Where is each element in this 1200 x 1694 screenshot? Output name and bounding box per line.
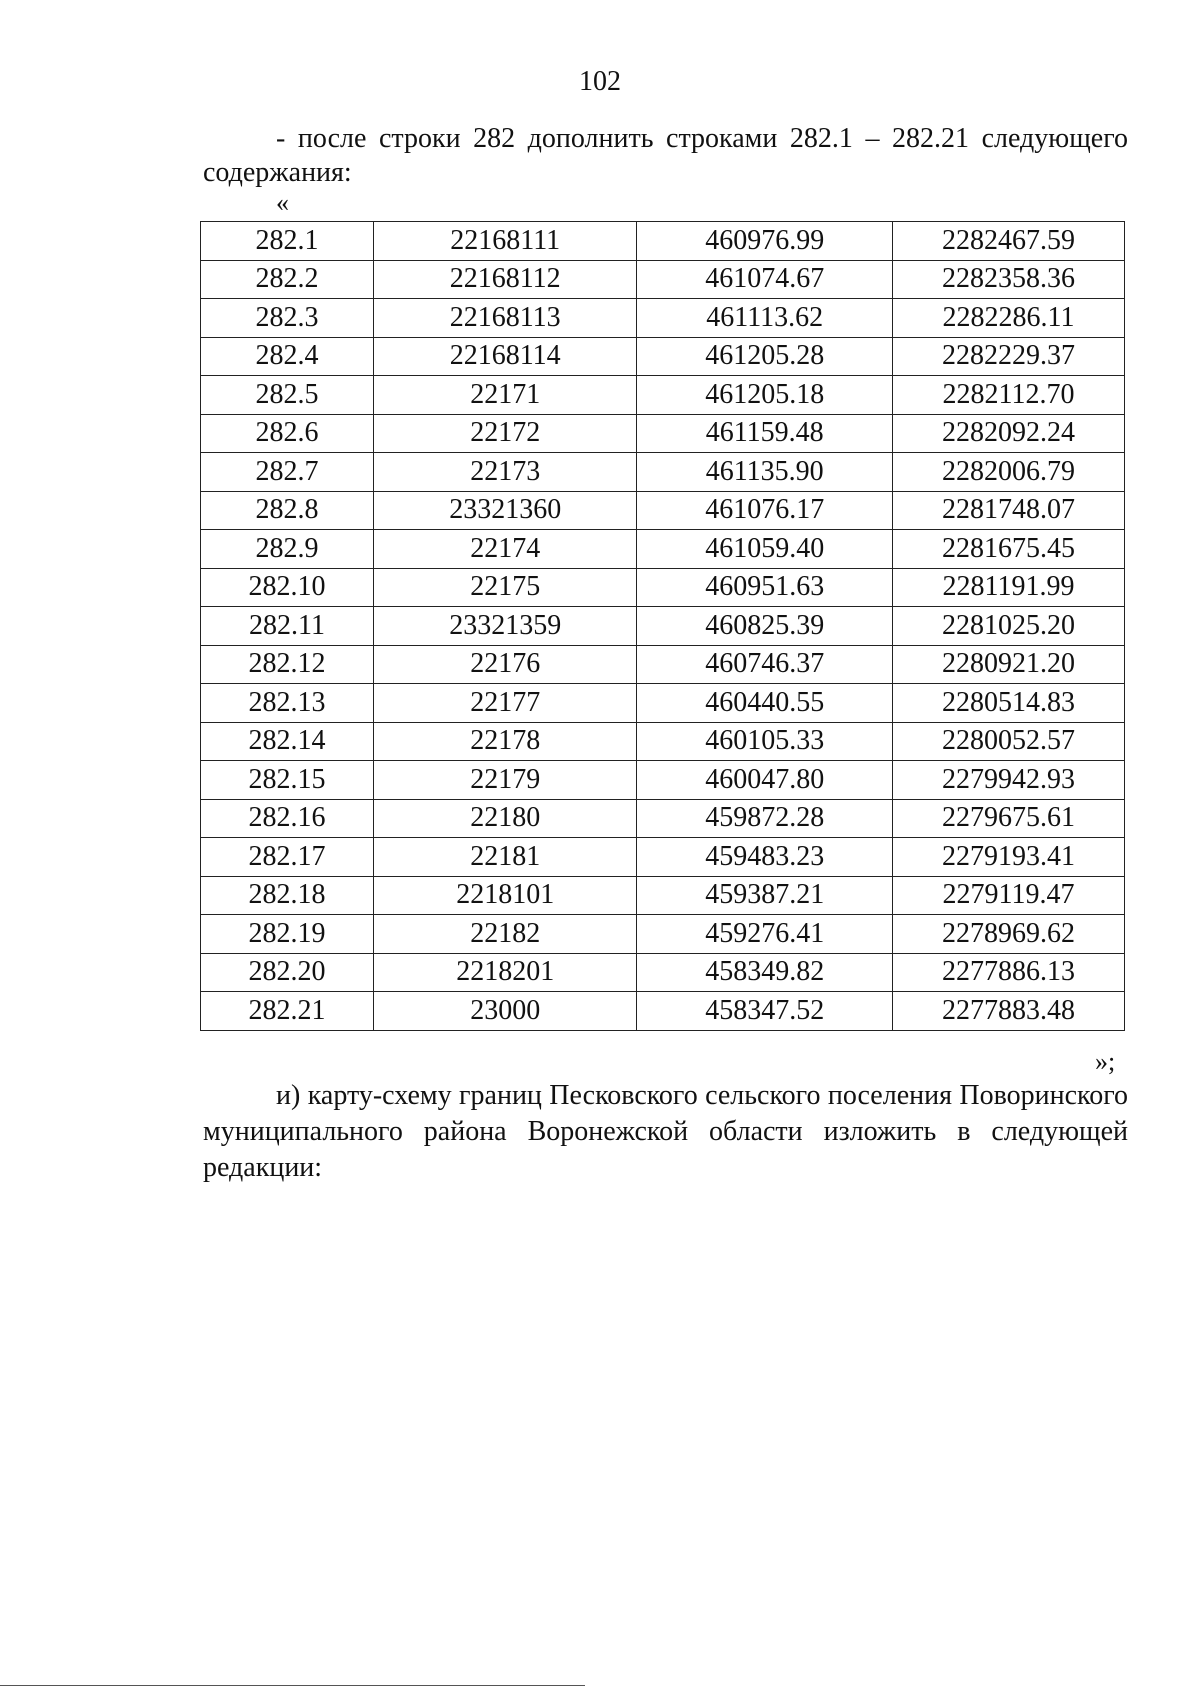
table-row — [201, 568, 1125, 607]
x-coordinate-cell: 460976.99 — [637, 222, 893, 261]
y-coordinate-cell: 2277883.48 — [893, 992, 1125, 1031]
y-coordinate-cell: 2279193.41 — [893, 838, 1125, 877]
table-row — [201, 491, 1125, 530]
table-row — [201, 992, 1125, 1031]
coordinates-table-body — [201, 222, 1125, 1031]
row-number-cell: 282.8 — [201, 491, 374, 530]
table-row — [201, 222, 1125, 261]
point-id-cell: 22177 — [374, 684, 637, 723]
x-coordinate-cell: 461159.48 — [637, 414, 893, 453]
y-coordinate-cell: 2281025.20 — [893, 607, 1125, 646]
y-coordinate-cell: 2279942.93 — [893, 761, 1125, 800]
point-id-cell: 2218201 — [374, 953, 637, 992]
table-row — [201, 414, 1125, 453]
row-number-cell: 282.15 — [201, 761, 374, 800]
footer-rule — [0, 1685, 585, 1686]
point-id-cell: 22178 — [374, 722, 637, 761]
x-coordinate-cell: 461074.67 — [637, 260, 893, 299]
x-coordinate-cell: 461113.62 — [637, 299, 893, 338]
y-coordinate-cell: 2282358.36 — [893, 260, 1125, 299]
table-row — [201, 915, 1125, 954]
point-id-cell: 23321359 — [374, 607, 637, 646]
x-coordinate-cell: 461059.40 — [637, 530, 893, 569]
x-coordinate-cell: 458349.82 — [637, 953, 893, 992]
point-id-cell: 22174 — [374, 530, 637, 569]
intro-paragraph: - после строки 282 дополнить строками 282.1 – 282.21 следующего содержания: — [203, 123, 1128, 188]
table-row — [201, 530, 1125, 569]
x-coordinate-cell: 461135.90 — [637, 453, 893, 492]
row-number-cell: 282.5 — [201, 376, 374, 415]
y-coordinate-cell: 2282006.79 — [893, 453, 1125, 492]
row-number-cell: 282.12 — [201, 645, 374, 684]
table-row — [201, 453, 1125, 492]
table-row — [201, 607, 1125, 646]
table-row — [201, 684, 1125, 723]
row-number-cell: 282.2 — [201, 260, 374, 299]
point-id-cell: 22171 — [374, 376, 637, 415]
row-number-cell: 282.18 — [201, 876, 374, 915]
point-id-cell: 22180 — [374, 799, 637, 838]
y-coordinate-cell: 2282229.37 — [893, 337, 1125, 376]
y-coordinate-cell: 2281675.45 — [893, 530, 1125, 569]
row-number-cell: 282.21 — [201, 992, 374, 1031]
point-id-cell: 22168112 — [374, 260, 637, 299]
row-number-cell: 282.20 — [201, 953, 374, 992]
point-id-cell: 23000 — [374, 992, 637, 1031]
table-row — [201, 761, 1125, 800]
row-number-cell: 282.4 — [201, 337, 374, 376]
point-id-cell: 22173 — [374, 453, 637, 492]
y-coordinate-cell: 2277886.13 — [893, 953, 1125, 992]
page-number: 102 — [579, 66, 621, 97]
x-coordinate-cell: 460440.55 — [637, 684, 893, 723]
point-id-cell: 22175 — [374, 568, 637, 607]
y-coordinate-cell: 2282467.59 — [893, 222, 1125, 261]
x-coordinate-cell: 461205.28 — [637, 337, 893, 376]
row-number-cell: 282.11 — [201, 607, 374, 646]
point-id-cell: 22172 — [374, 414, 637, 453]
table-row — [201, 376, 1125, 415]
point-id-cell: 22168114 — [374, 337, 637, 376]
x-coordinate-cell: 459872.28 — [637, 799, 893, 838]
row-number-cell: 282.14 — [201, 722, 374, 761]
table-row — [201, 876, 1125, 915]
row-number-cell: 282.7 — [201, 453, 374, 492]
table-row — [201, 260, 1125, 299]
point-id-cell: 22168111 — [374, 222, 637, 261]
y-coordinate-cell: 2282092.24 — [893, 414, 1125, 453]
x-coordinate-cell: 460825.39 — [637, 607, 893, 646]
y-coordinate-cell: 2282286.11 — [893, 299, 1125, 338]
x-coordinate-cell: 461205.18 — [637, 376, 893, 415]
x-coordinate-cell: 460047.80 — [637, 761, 893, 800]
table-row — [201, 722, 1125, 761]
point-id-cell: 22176 — [374, 645, 637, 684]
y-coordinate-cell: 2280921.20 — [893, 645, 1125, 684]
y-coordinate-cell: 2279675.61 — [893, 799, 1125, 838]
y-coordinate-cell: 2282112.70 — [893, 376, 1125, 415]
y-coordinate-cell: 2280514.83 — [893, 684, 1125, 723]
x-coordinate-cell: 461076.17 — [637, 491, 893, 530]
y-coordinate-cell: 2281191.99 — [893, 568, 1125, 607]
x-coordinate-cell: 460746.37 — [637, 645, 893, 684]
closing-quote: »; — [1095, 1047, 1116, 1076]
row-number-cell: 282.19 — [201, 915, 374, 954]
point-id-cell: 23321360 — [374, 491, 637, 530]
row-number-cell: 282.6 — [201, 414, 374, 453]
x-coordinate-cell: 459387.21 — [637, 876, 893, 915]
x-coordinate-cell: 459483.23 — [637, 838, 893, 877]
table-row — [201, 953, 1125, 992]
opening-quote: « — [276, 188, 289, 217]
point-id-cell: 22168113 — [374, 299, 637, 338]
x-coordinate-cell: 459276.41 — [637, 915, 893, 954]
table-row — [201, 645, 1125, 684]
row-number-cell: 282.3 — [201, 299, 374, 338]
row-number-cell: 282.13 — [201, 684, 374, 723]
map-scheme-paragraph: и) карту-схему границ Песковского сельского поселения Поворинского муниципального района Воронежской области изложить в следующей редакции: — [203, 1080, 1128, 1183]
point-id-cell: 22179 — [374, 761, 637, 800]
table-row — [201, 838, 1125, 877]
row-number-cell: 282.1 — [201, 222, 374, 261]
point-id-cell: 22181 — [374, 838, 637, 877]
x-coordinate-cell: 458347.52 — [637, 992, 893, 1031]
y-coordinate-cell: 2278969.62 — [893, 915, 1125, 954]
x-coordinate-cell: 460105.33 — [637, 722, 893, 761]
table-row — [201, 799, 1125, 838]
row-number-cell: 282.17 — [201, 838, 374, 877]
row-number-cell: 282.9 — [201, 530, 374, 569]
y-coordinate-cell: 2281748.07 — [893, 491, 1125, 530]
row-number-cell: 282.16 — [201, 799, 374, 838]
row-number-cell: 282.10 — [201, 568, 374, 607]
table-row — [201, 299, 1125, 338]
y-coordinate-cell: 2279119.47 — [893, 876, 1125, 915]
point-id-cell: 22182 — [374, 915, 637, 954]
x-coordinate-cell: 460951.63 — [637, 568, 893, 607]
table-row — [201, 337, 1125, 376]
y-coordinate-cell: 2280052.57 — [893, 722, 1125, 761]
point-id-cell: 2218101 — [374, 876, 637, 915]
coordinates-table — [200, 221, 1125, 1031]
